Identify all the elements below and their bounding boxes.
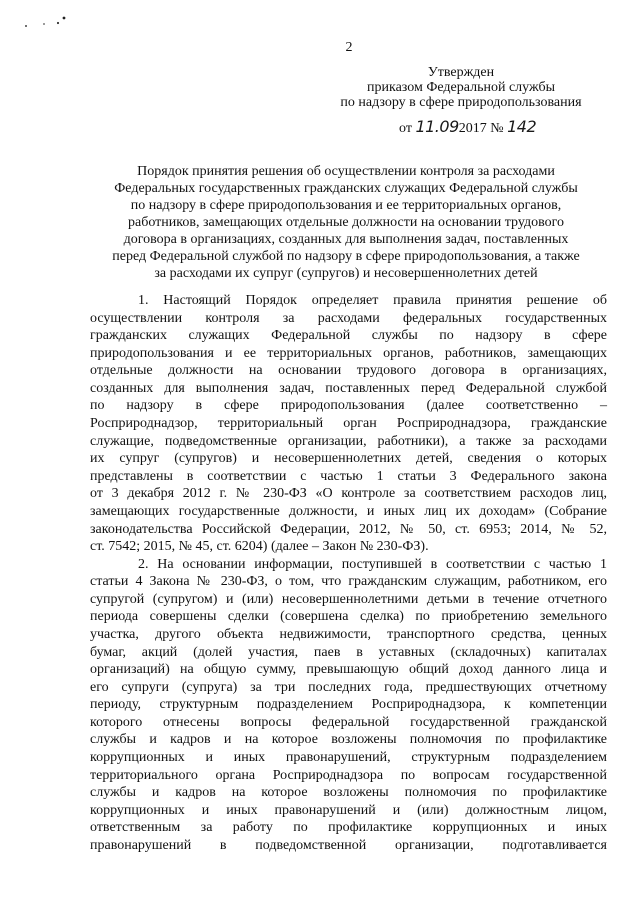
order-year: 2017 — [458, 121, 487, 136]
title-line: по надзору в сфере природопользования и ее территориальных органов, — [130, 198, 562, 213]
title-line: Порядок принятия решения об осуществлении контроля за расходами — [137, 164, 555, 179]
text-line: гражданских служащих Федеральной службы по надзору в сфере — [90, 328, 607, 344]
text-line: статьи 4 Закона № 230-ФЗ, о том, что гражданским служащим, работником, его — [90, 574, 607, 590]
text-line: созданных для выполнения задач, поставленных перед Федеральной службой — [90, 380, 607, 396]
text-line: периода совершены сделки (совершена сделка) по приобретению земельного — [90, 609, 607, 625]
approval-line: Утвержден — [427, 65, 495, 80]
title-line: Федеральных государственных гражданских служащих Федеральной службы — [114, 181, 578, 196]
approval-line: приказом Федеральной службы — [367, 80, 555, 95]
text-line: супругой (супругом) и (или) несовершеннолетними детьми в течение отчетного — [90, 591, 607, 607]
title-line: перед Федеральной службой по надзору в сфере природопользования, а также — [112, 249, 580, 264]
text-line: ст. 7542; 2015, № 45, ст. 6204) (далее – Закон № 230-ФЗ). — [90, 539, 429, 555]
text-line: правонарушений в подведомственной организации, подготавливается — [90, 837, 607, 853]
text-line: их супруг (супругов) и несовершеннолетних детей, сведения о которых — [90, 451, 607, 467]
text-line: его супруги (супруга) за три последних года, предшествующих отчетному — [90, 679, 607, 695]
text-line: природопользования и ее территориальных органов, работников, замещающих — [90, 345, 607, 361]
page-number: 2 — [345, 40, 353, 55]
text-line: по надзору в сфере природопользования (далее соответственно – — [90, 398, 607, 414]
text-line: 1. Настоящий Порядок определяет правила принятия решение об — [138, 293, 607, 308]
handwritten-date: 11.09 — [415, 117, 459, 136]
text-line: от 3 декабря 2012 г. № 230-ФЗ «О контроле за соответствием расходов лиц, — [90, 486, 607, 502]
handwritten-order-number: 142 — [507, 117, 537, 136]
text-line: 2. На основании информации, поступившей в соответствии с частью 1 — [138, 556, 607, 572]
title-line: за расходами их супруг (супругов) и несовершеннолетних детей — [154, 266, 538, 281]
date-prefix: от — [399, 121, 412, 136]
title-line: работников, замещающих отдельные должности на основании трудового — [128, 215, 564, 230]
text-line: служащие, подведомственные организации, работники), а также за расходами — [90, 433, 607, 449]
scan-specks — [20, 14, 80, 34]
text-line: ответственным за работу по профилактике коррупционных и иных — [90, 820, 607, 836]
approval-block — [300, 65, 622, 110]
text-line: участка, другого объекта недвижимости, транспортного средства, ценных — [90, 626, 607, 642]
text-line: службы и кадров и на которое возложены полномочия по профилактике — [90, 732, 607, 748]
text-line: которого отнесены вопросы федеральной государственной гражданской — [90, 714, 607, 730]
text-line: коррупционных и иных правонарушений и (или) должностным лицом, — [90, 802, 607, 818]
order-date-line — [399, 117, 536, 137]
text-line: коррупционных и иных правонарушений, структурным подразделением — [90, 750, 607, 766]
text-line: периоду, структурным подразделением Росприроднадзора, к компетенции — [90, 697, 607, 713]
text-line: замещающих государственные должности, и иных лиц их доходам» (Собрание — [90, 503, 607, 519]
text-line: представлены в соответствии с частью 1 статьи 3 Федерального закона — [90, 468, 607, 484]
text-line: отдельные должности на основании трудового договора в организациях, — [90, 363, 607, 379]
text-line: Росприроднадзор, территориальный орган Росприроднадзора, гражданские — [90, 416, 607, 432]
paragraph-1 — [90, 292, 607, 556]
number-sign: № — [490, 121, 504, 136]
title-line: договора в организациях, созданных для выполнения задач, поставленных — [123, 232, 569, 247]
text-line: организаций) на общую сумму, превышающую общий доход данного лица и — [90, 662, 607, 678]
document-body — [90, 292, 607, 855]
text-line: службы и кадров на которое возложены полномочия по профилактике — [90, 785, 607, 801]
text-line: территориального органа Росприроднадзора по вопросам государственной — [90, 767, 607, 783]
document-title — [85, 163, 607, 282]
text-line: осуществлении контроля за расходами федеральных государственных — [90, 310, 607, 326]
approval-line: по надзору в сфере природопользования — [340, 95, 582, 110]
paragraph-2 — [90, 556, 607, 855]
text-line: законодательства Российской Федерации, 2012, № 50, ст. 6953; 2014, № 52, — [90, 521, 607, 537]
text-line: бумаг, акций (долей участия, паев в уставных (складочных) капиталах — [90, 644, 607, 660]
